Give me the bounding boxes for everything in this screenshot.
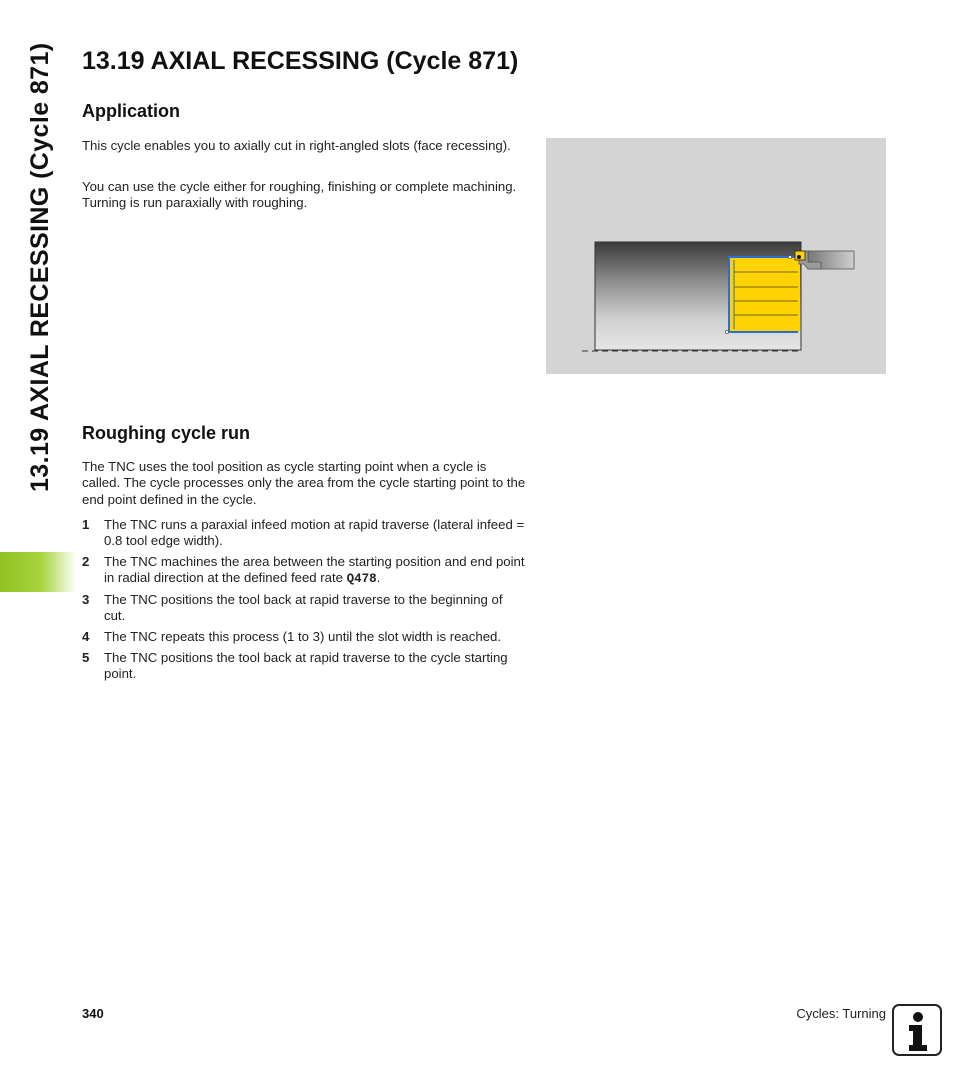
- slot-area: [725, 256, 800, 334]
- side-chapter-title: [14, 42, 68, 492]
- roughing-intro: The TNC uses the tool position as cycle starting point when a cycle is called. The cycle processes only the area from the cycle starting point to the end point defined in the cycle.: [82, 459, 526, 507]
- step-text: The TNC positions the tool back at rapid traverse to the cycle starting point.: [104, 650, 508, 682]
- recessing-diagram: [546, 138, 886, 374]
- list-item: [82, 517, 527, 550]
- step-number: 3: [82, 592, 90, 608]
- step-text: The TNC machines the area between the starting position and end point in radial direction at the defined feed rate: [104, 554, 525, 586]
- step-text-end: .: [376, 570, 381, 586]
- side-chapter-title-text: 13.19 AXIAL RECESSING (Cycle 871): [26, 42, 54, 492]
- list-item: [82, 650, 527, 683]
- page-title: 13.19 AXIAL RECESSING (Cycle 871): [82, 47, 519, 75]
- step-text: The TNC runs a paraxial infeed motion at rapid traverse (lateral infeed = 0.8 tool edge width).: [104, 517, 525, 549]
- section-heading-roughing: Roughing cycle run: [82, 423, 251, 443]
- step-text: The TNC repeats this process (1 to 3) until the slot width is reached.: [104, 629, 502, 645]
- step-number: 2: [82, 554, 90, 570]
- list-item: [82, 592, 527, 625]
- chapter-tab-marker: [0, 552, 76, 592]
- footer-section-name: Cycles: Turning: [796, 1006, 886, 1021]
- step-number: 5: [82, 650, 90, 666]
- info-icon: [892, 1004, 942, 1056]
- list-item: [82, 629, 527, 645]
- step-number: 1: [82, 517, 90, 532]
- step-text: The TNC positions the tool back at rapid traverse to the beginning of cut.: [104, 592, 503, 624]
- parameter-code: Q478: [346, 572, 377, 587]
- application-paragraph-2: You can use the cycle either for roughing, finishing or complete machining. Turning is run paraxially with roughing.: [82, 179, 517, 211]
- page-number: 340: [82, 1006, 104, 1021]
- roughing-steps-list: [82, 517, 527, 687]
- step-number: 4: [82, 629, 90, 645]
- list-item: [82, 554, 527, 588]
- section-heading-application: Application: [82, 101, 180, 121]
- recessing-illustration: [546, 138, 886, 374]
- application-paragraph-1: This cycle enables you to axially cut in right-angled slots (face recessing).: [82, 138, 511, 153]
